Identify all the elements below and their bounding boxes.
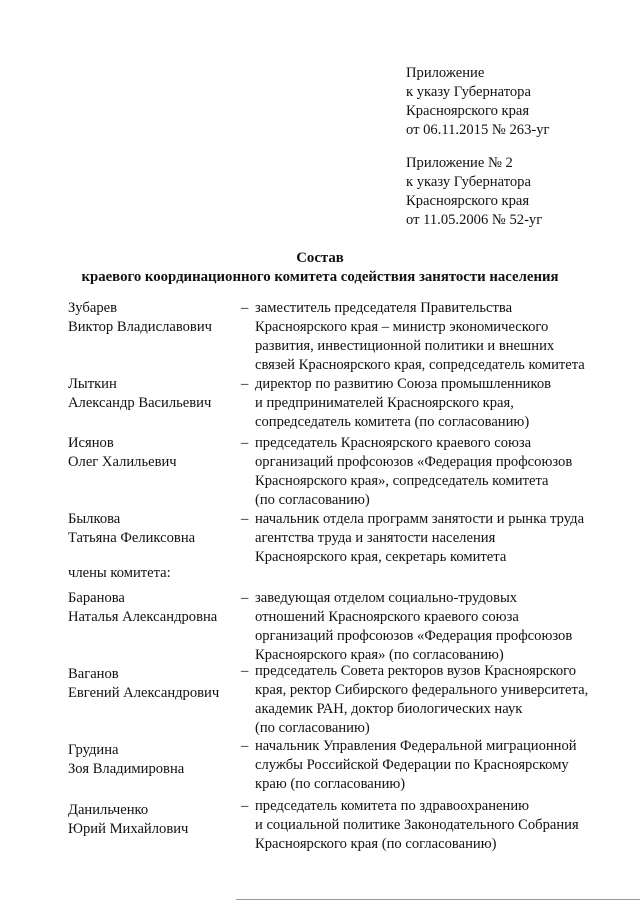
member-given-names: Юрий Михайлович <box>68 821 189 837</box>
appendix-title: Приложение № 2 <box>406 155 513 171</box>
member-role-line: организаций профсоюзов «Федерация профсоюзов <box>255 628 573 644</box>
member-given-names: Зоя Владимировна <box>68 761 185 777</box>
member-surname: Баранова <box>68 590 125 606</box>
member-role-line: председатель Красноярского краевого союза <box>255 435 532 451</box>
member-role-line: заведующая отделом социально-трудовых <box>255 590 518 606</box>
scan-edge-line <box>236 899 640 900</box>
member-surname: Лыткин <box>68 376 117 392</box>
member-given-names: Татьяна Феликсовна <box>68 530 196 546</box>
appendix-line: к указу Губернатора <box>406 84 531 100</box>
member-given-names: Александр Васильевич <box>68 395 212 411</box>
member-role-line: Красноярского края – министр экономического <box>255 319 549 335</box>
separator-dash: – <box>241 435 249 451</box>
member-role-line: председатель Совета ректоров вузов Красноярского <box>255 663 577 679</box>
separator-dash: – <box>241 376 249 392</box>
member-surname: Данильченко <box>68 802 149 818</box>
member-role-line: Красноярского края (по согласованию) <box>255 836 497 852</box>
member-given-names: Олег Халильевич <box>68 454 177 470</box>
separator-dash: – <box>241 738 249 754</box>
member-role-line: председатель комитета по здравоохранению <box>255 798 530 814</box>
member-role-line: связей Красноярского края, сопредседатель комитета <box>255 357 585 373</box>
separator-dash: – <box>241 511 249 527</box>
member-role-line: академик РАН, доктор биологических наук <box>255 701 523 717</box>
member-role-line: и социальной политике Законодательного Собрания <box>255 817 579 833</box>
member-surname: Исянов <box>68 435 114 451</box>
member-surname: Грудина <box>68 742 119 758</box>
separator-dash: – <box>241 663 249 679</box>
member-role-line: края, ректор Сибирского федерального университета, <box>255 682 589 698</box>
member-role-line: Красноярского края», сопредседатель комитета <box>255 473 549 489</box>
separator-dash: – <box>241 798 249 814</box>
member-role-line: Красноярского края, секретарь комитета <box>255 549 507 565</box>
member-given-names: Евгений Александрович <box>68 685 220 701</box>
member-role-line: заместитель председателя Правительства <box>255 300 513 316</box>
separator-dash: – <box>241 590 249 606</box>
member-role-line: и предпринимателей Красноярского края, <box>255 395 514 411</box>
appendix-title: Приложение <box>406 65 485 81</box>
member-given-names: Наталья Александровна <box>68 609 218 625</box>
document-subtitle: краевого координационного комитета содействия занятости населения <box>81 269 559 285</box>
member-role-line: Красноярского края» (по согласованию) <box>255 647 504 663</box>
member-role-line: отношений Красноярского краевого союза <box>255 609 519 625</box>
member-role-line: службы Российской Федерации по Красноярскому <box>255 757 569 773</box>
appendix-date: от 06.11.2015 № 263-уг <box>406 122 550 138</box>
members-label: члены комитета: <box>68 565 171 581</box>
member-role-line: начальник отдела программ занятости и рынка труда <box>255 511 585 527</box>
member-surname: Ваганов <box>68 666 119 682</box>
member-role-line: директор по развитию Союза промышленников <box>255 376 552 392</box>
member-given-names: Виктор Владиславович <box>68 319 212 335</box>
member-surname: Зубарев <box>68 300 117 316</box>
document-title: Состав <box>296 250 344 266</box>
appendix-line: Красноярского края <box>406 103 530 119</box>
member-role-line: начальник Управления Федеральной миграционной <box>255 738 577 754</box>
separator-dash: – <box>241 300 249 316</box>
member-role-line: организаций профсоюзов «Федерация профсоюзов <box>255 454 573 470</box>
appendix-line: Красноярского края <box>406 193 530 209</box>
member-role-line: (по согласованию) <box>255 720 370 736</box>
member-surname: Былкова <box>68 511 121 527</box>
member-role-line: агентства труда и занятости населения <box>255 530 496 546</box>
member-role-line: краю (по согласованию) <box>255 776 406 792</box>
appendix-line: к указу Губернатора <box>406 174 531 190</box>
member-role-line: (по согласованию) <box>255 492 370 508</box>
member-role-line: развития, инвестиционной политики и внешних <box>255 338 555 354</box>
appendix-date: от 11.05.2006 № 52-уг <box>406 212 543 228</box>
member-role-line: сопредседатель комитета (по согласованию) <box>255 414 530 430</box>
